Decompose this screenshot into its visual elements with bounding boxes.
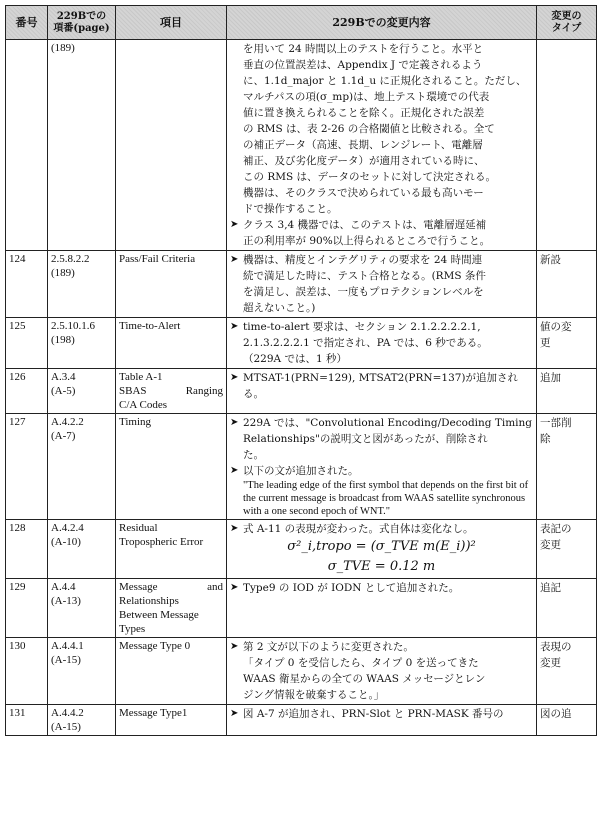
item-word: Message <box>119 581 158 593</box>
bullet-text: MTSAT-1(PRN=129), MTSAT2(PRN=137)が追加され <box>243 372 519 384</box>
table-row <box>6 579 597 638</box>
type-line: 一部削 <box>540 417 572 429</box>
bullet-arrow-icon: ➤ <box>230 219 239 230</box>
section-number: A.3.4 <box>51 371 76 383</box>
row-item <box>116 579 227 638</box>
row-section <box>48 638 116 705</box>
bullet-text: Type9 の IOD が IODN として追加された。 <box>243 582 460 594</box>
section-page: (A-15) <box>51 654 81 666</box>
change-text <box>230 335 533 367</box>
quoted-text: "The leading edge of the first symbol that depends on the first bit of the current message is broadcast from WAAS satellite synchronous with a one second epoch of WNT." <box>243 480 529 517</box>
item-line <box>119 580 223 594</box>
equation-tropo: σ²_i,tropo = (σ_TVE m(E_i))² <box>287 539 476 554</box>
item-line: Relationships <box>119 595 179 607</box>
section-page: (A-15) <box>51 721 81 733</box>
row-item: Time-to-Alert <box>116 318 227 369</box>
table-header-row <box>6 6 597 40</box>
row-type <box>537 520 597 579</box>
header-section-line1: 229Bでの <box>56 10 107 22</box>
change-line: を用いて 24 時間以上のテストを行うこと。水平と <box>243 43 484 55</box>
row-change <box>227 414 537 520</box>
row-section <box>48 318 116 369</box>
row-no: 125 <box>6 318 48 369</box>
row-change <box>227 520 537 579</box>
row-no: 128 <box>6 520 48 579</box>
bullet-arrow-icon: ➤ <box>230 465 239 476</box>
bullet-arrow-icon: ➤ <box>230 582 239 593</box>
change-line: WAAS 衛星からの全ての WAAS メッセージとレン <box>243 673 486 685</box>
item-line: Types <box>119 623 146 635</box>
item-line: C/A Codes <box>119 399 167 411</box>
type-line: 変更 <box>540 657 561 669</box>
row-item <box>116 520 227 579</box>
item-word: SBAS <box>119 385 147 397</box>
section-number: 2.5.8.2.2 <box>51 253 90 265</box>
bullet-text: 式 A-11 の表現が変わった。式自体は変化なし。 <box>243 523 474 535</box>
row-section <box>48 579 116 638</box>
section-number: A.4.4.1 <box>51 640 84 652</box>
bullet-arrow-icon: ➤ <box>230 708 239 719</box>
change-text <box>230 268 533 316</box>
row-change <box>227 251 537 318</box>
bullet-text: 図 A-7 が追加され、PRN-Slot と PRN-MASK 番号の <box>243 708 504 720</box>
row-section <box>48 251 116 318</box>
type-line: 値の変 <box>540 321 572 333</box>
table-row <box>6 251 597 318</box>
section-number: A.4.2.2 <box>51 416 84 428</box>
item-word: and <box>207 581 223 593</box>
bullet-text: 第 2 文が以下のように変更された。 <box>243 641 414 653</box>
bullet-arrow-icon: ➤ <box>230 321 239 332</box>
change-line: Relationships"の説明文と図があったが、削除され <box>243 433 488 445</box>
row-item: Timing <box>116 414 227 520</box>
section-number: 2.5.10.1.6 <box>51 320 95 332</box>
change-line: た。 <box>243 449 264 461</box>
row-change <box>227 40 537 251</box>
bullet-text <box>243 217 533 249</box>
row-type <box>537 40 597 251</box>
header-type <box>537 6 597 40</box>
change-text <box>230 41 533 217</box>
row-change <box>227 705 537 736</box>
change-line: 補正、及び劣化度データ）が適用されている時に、 <box>243 155 485 167</box>
section-page: (189) <box>51 267 75 279</box>
header-type-line2: タイプ <box>551 22 582 34</box>
item-line: Residual <box>119 522 158 534</box>
header-change: 229Bでの変更内容 <box>227 6 537 40</box>
row-no: 130 <box>6 638 48 705</box>
row-no: 124 <box>6 251 48 318</box>
row-change <box>227 369 537 414</box>
bullet-text: 機器は、精度とインテグリティの要求を 24 時間連 <box>243 254 483 266</box>
section-page: (198) <box>51 334 75 346</box>
bullet-item <box>230 639 533 655</box>
bullet-item <box>230 521 533 537</box>
table-row <box>6 705 597 736</box>
bullet-text: 以下の文が追加された。 <box>243 465 359 477</box>
table-row <box>6 40 597 251</box>
row-no <box>6 40 48 251</box>
type-line: 変更 <box>540 539 561 551</box>
row-type: 追加 <box>537 369 597 414</box>
change-line: この RMS は、データのセットに対して決定される。 <box>243 171 497 183</box>
table-row <box>6 318 597 369</box>
bullet-item <box>230 370 533 386</box>
bullet-item <box>230 580 533 596</box>
row-section: (189) <box>48 40 116 251</box>
changes-table <box>5 5 597 736</box>
change-line: 垂直の位置誤差は、Appendix J で定義されるよう <box>243 59 483 71</box>
row-section <box>48 369 116 414</box>
header-no: 番号 <box>6 6 48 40</box>
type-line: 表記の <box>540 523 572 535</box>
bullet-arrow-icon: ➤ <box>230 372 239 383</box>
section-number: A.4.2.4 <box>51 522 84 534</box>
row-change <box>227 579 537 638</box>
item-word: Ranging <box>185 385 223 397</box>
row-no: 131 <box>6 705 48 736</box>
row-type: 追記 <box>537 579 597 638</box>
item-line: Between Message <box>119 609 199 621</box>
row-type <box>537 414 597 520</box>
row-item: Pass/Fail Criteria <box>116 251 227 318</box>
table-row <box>6 369 597 414</box>
row-section <box>48 520 116 579</box>
row-item: Message Type 0 <box>116 638 227 705</box>
table-row <box>6 414 597 520</box>
change-line: 正の利用率が 90%以上得られるところで行うこと。 <box>243 235 491 247</box>
type-line: 除 <box>540 433 551 445</box>
item-line <box>119 384 223 398</box>
row-section <box>48 414 116 520</box>
header-section-line2: 項番(page) <box>53 22 110 34</box>
section-page: (A-13) <box>51 595 81 607</box>
change-line: 続で満足した時に、テスト合格となる。(RMS 条件 <box>243 270 486 282</box>
row-change <box>227 638 537 705</box>
row-type <box>537 638 597 705</box>
change-line: 2.1.3.2.2.2.1 で指定され、PA では、6 秒である。 <box>243 337 488 349</box>
bullet-item <box>230 319 533 335</box>
row-item <box>116 369 227 414</box>
equation-tve: σ_TVE = 0.12 m <box>327 559 436 574</box>
row-item <box>116 40 227 251</box>
section-page: (A-5) <box>51 385 76 397</box>
header-type-line1: 変更の <box>551 10 582 22</box>
change-line: る。 <box>243 388 264 400</box>
table-row <box>6 638 597 705</box>
change-line: クラス 3,4 機器では、このテストは、電離層遅延補 <box>243 219 487 231</box>
bullet-text: 229A では、"Convolutional Encoding/Decoding Timing <box>243 417 533 429</box>
row-type <box>537 318 597 369</box>
row-change <box>227 318 537 369</box>
change-line: 機器は、そのクラスで決められている最も高いモー <box>243 187 484 199</box>
change-line: 値に置き換えられることを除く。正規化された誤差 <box>243 107 485 119</box>
bullet-arrow-icon: ➤ <box>230 254 239 265</box>
row-type: 図の追 <box>537 705 597 736</box>
bullet-item <box>230 706 533 722</box>
bullet-arrow-icon: ➤ <box>230 417 239 428</box>
change-line: 「タイプ 0 を受信したら、タイプ 0 を送ってきた <box>243 657 479 669</box>
section-number: A.4.4 <box>51 581 76 593</box>
row-type: 新設 <box>537 251 597 318</box>
change-line: 超えないこと。) <box>243 302 316 314</box>
change-line: に、1.1d_major と 1.1d_u に正規化されること。ただし、 <box>243 75 527 87</box>
item-line: Tropospheric Error <box>119 536 204 548</box>
change-line: の補正データ（高速、長期、レンジレート、電離層 <box>243 139 483 151</box>
change-text <box>230 431 533 463</box>
item-line: Table A-1 <box>119 371 163 383</box>
row-no: 127 <box>6 414 48 520</box>
bullet-item <box>230 463 533 479</box>
change-text <box>230 655 533 703</box>
row-item: Message Type1 <box>116 705 227 736</box>
table-row <box>6 520 597 579</box>
change-line: ジング情報を破棄すること。」 <box>243 689 385 701</box>
type-line: 表現の <box>540 641 572 653</box>
bullet-item <box>230 252 533 268</box>
row-no: 126 <box>6 369 48 414</box>
change-line: マルチパスの項(σ_mp)は、地上テスト環境での代表 <box>243 91 490 103</box>
change-line: （229A では、1 秒） <box>243 353 347 365</box>
section-page: (A-7) <box>51 430 76 442</box>
section-page: (A-10) <box>51 536 81 548</box>
change-line: を満足し、誤差は、一度もプロテクションレベルを <box>243 286 484 298</box>
change-line: ドで操作すること。 <box>243 203 338 215</box>
row-no: 129 <box>6 579 48 638</box>
bullet-item <box>230 415 533 431</box>
change-line: の RMS は、表 2-26 の合格閾値と比較される。全て <box>243 123 495 135</box>
header-item: 項目 <box>116 6 227 40</box>
row-section <box>48 705 116 736</box>
header-section <box>48 6 116 40</box>
type-line: 更 <box>540 337 551 349</box>
section-number: A.4.4.2 <box>51 707 84 719</box>
bullet-arrow-icon: ➤ <box>230 641 239 652</box>
bullet-arrow-icon: ➤ <box>230 523 239 534</box>
bullet-text: time-to-alert 要求は、セクション 2.1.2.2.2.2.1, <box>243 321 481 333</box>
bullet-item <box>230 217 533 249</box>
